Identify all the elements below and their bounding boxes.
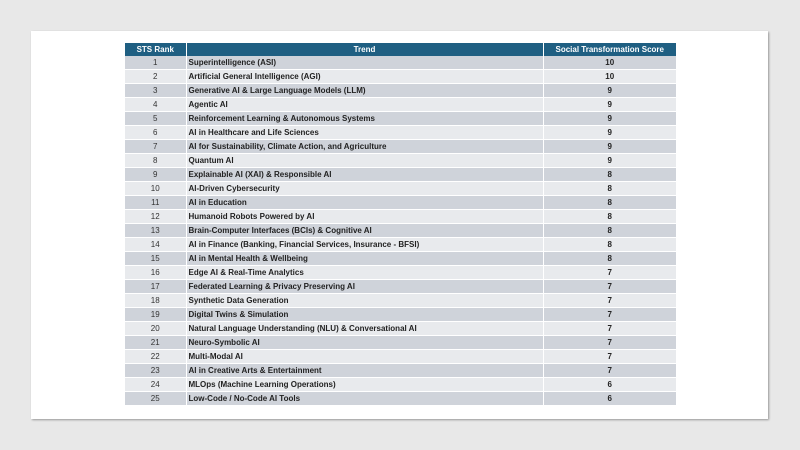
trend-cell: Multi-Modal AI: [186, 350, 543, 364]
table-row: [125, 210, 676, 224]
rank-cell: 13: [125, 224, 186, 238]
rank-cell: 14: [125, 238, 186, 252]
trend-cell: Artificial General Intelligence (AGI): [186, 70, 543, 84]
sts-ranking-table: [125, 43, 676, 406]
rank-cell: 4: [125, 98, 186, 112]
score-cell: 7: [543, 322, 676, 336]
score-cell: 7: [543, 294, 676, 308]
table-row: [125, 140, 676, 154]
score-cell: 8: [543, 182, 676, 196]
trend-cell: AI in Education: [186, 196, 543, 210]
table-row: [125, 224, 676, 238]
table-row: [125, 154, 676, 168]
table-row: [125, 98, 676, 112]
rank-cell: 3: [125, 84, 186, 98]
table-row: [125, 280, 676, 294]
rank-cell: 2: [125, 70, 186, 84]
score-cell: 8: [543, 238, 676, 252]
table-row: [125, 364, 676, 378]
score-cell: 7: [543, 308, 676, 322]
table-row: [125, 322, 676, 336]
score-cell: 6: [543, 378, 676, 392]
trend-cell: Brain-Computer Interfaces (BCIs) & Cognitive AI: [186, 224, 543, 238]
table-row: [125, 378, 676, 392]
score-cell: 9: [543, 84, 676, 98]
table-row: [125, 126, 676, 140]
table-row: [125, 70, 676, 84]
trend-cell: Natural Language Understanding (NLU) & Conversational AI: [186, 322, 543, 336]
rank-cell: 15: [125, 252, 186, 266]
header-sts-rank: STS Rank: [125, 43, 186, 56]
rank-cell: 1: [125, 56, 186, 70]
table-body: [125, 56, 676, 406]
score-cell: 7: [543, 350, 676, 364]
table-row: [125, 336, 676, 350]
trend-cell: Explainable AI (XAI) & Responsible AI: [186, 168, 543, 182]
slide: [31, 31, 768, 419]
table-row: [125, 182, 676, 196]
trend-cell: AI for Sustainability, Climate Action, and Agriculture: [186, 140, 543, 154]
score-cell: 8: [543, 196, 676, 210]
trend-cell: AI in Creative Arts & Entertainment: [186, 364, 543, 378]
rank-cell: 11: [125, 196, 186, 210]
trend-cell: AI in Mental Health & Wellbeing: [186, 252, 543, 266]
table-row: [125, 308, 676, 322]
table-row: [125, 84, 676, 98]
table-row: [125, 56, 676, 70]
rank-cell: 6: [125, 126, 186, 140]
table-row: [125, 252, 676, 266]
rank-cell: 10: [125, 182, 186, 196]
trend-cell: Generative AI & Large Language Models (LLM): [186, 84, 543, 98]
rank-cell: 22: [125, 350, 186, 364]
score-cell: 9: [543, 154, 676, 168]
score-cell: 6: [543, 392, 676, 406]
score-cell: 7: [543, 364, 676, 378]
score-cell: 7: [543, 336, 676, 350]
score-cell: 9: [543, 112, 676, 126]
table-row: [125, 266, 676, 280]
rank-cell: 16: [125, 266, 186, 280]
rank-cell: 23: [125, 364, 186, 378]
score-cell: 8: [543, 224, 676, 238]
rank-cell: 20: [125, 322, 186, 336]
rank-cell: 5: [125, 112, 186, 126]
rank-cell: 24: [125, 378, 186, 392]
score-cell: 10: [543, 56, 676, 70]
trend-cell: AI in Healthcare and Life Sciences: [186, 126, 543, 140]
score-cell: 7: [543, 280, 676, 294]
trend-cell: Federated Learning & Privacy Preserving AI: [186, 280, 543, 294]
score-cell: 9: [543, 98, 676, 112]
trend-cell: Quantum AI: [186, 154, 543, 168]
rank-cell: 19: [125, 308, 186, 322]
table-header-row: [125, 43, 676, 56]
score-cell: 8: [543, 168, 676, 182]
trend-cell: Humanoid Robots Powered by AI: [186, 210, 543, 224]
trend-cell: Reinforcement Learning & Autonomous Systems: [186, 112, 543, 126]
trend-cell: Neuro-Symbolic AI: [186, 336, 543, 350]
table-row: [125, 350, 676, 364]
trend-cell: Digital Twins & Simulation: [186, 308, 543, 322]
header-trend: Trend: [186, 43, 543, 56]
rank-cell: 9: [125, 168, 186, 182]
trend-cell: Agentic AI: [186, 98, 543, 112]
score-cell: 9: [543, 140, 676, 154]
score-cell: 7: [543, 266, 676, 280]
rank-cell: 7: [125, 140, 186, 154]
score-cell: 10: [543, 70, 676, 84]
table-row: [125, 238, 676, 252]
trend-cell: Superintelligence (ASI): [186, 56, 543, 70]
trend-cell: AI-Driven Cybersecurity: [186, 182, 543, 196]
table-row: [125, 392, 676, 406]
trend-cell: Low-Code / No-Code AI Tools: [186, 392, 543, 406]
score-cell: 8: [543, 252, 676, 266]
table-row: [125, 294, 676, 308]
rank-cell: 21: [125, 336, 186, 350]
rank-cell: 18: [125, 294, 186, 308]
table-row: [125, 196, 676, 210]
score-cell: 9: [543, 126, 676, 140]
rank-cell: 17: [125, 280, 186, 294]
rank-cell: 12: [125, 210, 186, 224]
rank-cell: 8: [125, 154, 186, 168]
header-score: Social Transformation Score: [543, 43, 676, 56]
trend-cell: Synthetic Data Generation: [186, 294, 543, 308]
trend-cell: MLOps (Machine Learning Operations): [186, 378, 543, 392]
table-row: [125, 168, 676, 182]
rank-cell: 25: [125, 392, 186, 406]
trend-cell: Edge AI & Real-Time Analytics: [186, 266, 543, 280]
trend-cell: AI in Finance (Banking, Financial Services, Insurance - BFSI): [186, 238, 543, 252]
table-row: [125, 112, 676, 126]
score-cell: 8: [543, 210, 676, 224]
